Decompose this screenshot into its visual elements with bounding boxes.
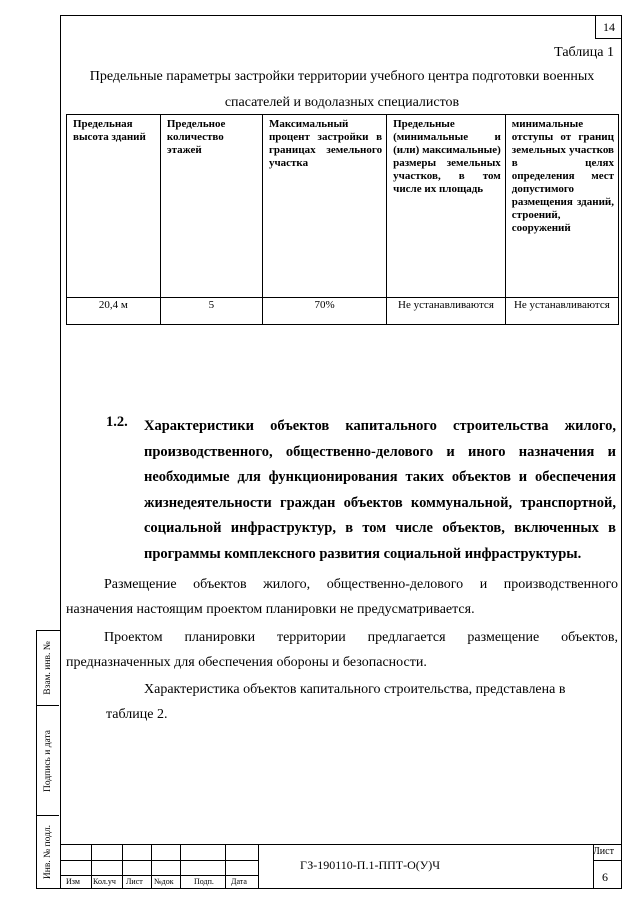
table-label: Таблица 1 [554,45,614,60]
paragraph: Размещение объектов жилого, общественно-делового и производственного назначения настоящим проектом планировки не предусматривается. [66,577,618,617]
side-stamp-label: Подпись и дата [43,729,53,792]
side-stamp-cell [37,631,59,706]
section-number: 1.2. [106,414,128,430]
side-stamp-label: Взам. инв. № [43,641,53,695]
title-block-label: Кол.уч [93,877,116,886]
side-stamp-label: Инв. № подл. [43,824,53,880]
table-cell: 5 [160,298,262,325]
paragraph: Характеристика объектов капитального строительства, представлена в таблице 2. [106,682,566,722]
title-block-label: Лист [126,877,143,886]
title-block-label: №док [154,877,174,886]
table-header-cell: Предельные (минимальные и (или) максимальные) размеры земельных участков, в том числе их площадь [387,115,506,298]
table-row [67,298,619,325]
table-header-cell: минимальные отступы от границ земельных участков в целях определения мест допустимого размещения зданий, строений, сооружений [505,115,618,298]
parameters-table [66,114,619,325]
side-stamp-cell [37,816,59,888]
table-header-cell: Предельное количество этажей [160,115,262,298]
page-number: 14 [595,15,622,39]
table-header-row [67,115,619,298]
document-code: ГЗ-190110-П.1-ППТ-О(У)Ч [300,858,441,872]
title-block-label: Дата [231,877,247,886]
side-stamp-cell [37,706,59,816]
table-cell: 20,4 м [67,298,161,325]
section-heading [106,414,616,568]
paragraph: Проектом планировки территории предлагается размещение объектов, предназначенных для обеспечения обороны и безопасности. [66,630,618,670]
sheet-label: Лист [593,846,614,857]
section-heading-text: Характеристики объектов капитального строительства жилого, производственного, общественно-делового и иного назначения и необходимые для функционирования таких объектов и обеспечения жизнедеятельности граждан объектов коммунальной, транспортной, социальной инфраструктур, в том числе объектов, включенных в программы комплексного развития социальной инфраструктуры. [144,418,616,562]
side-stamp [36,630,60,889]
table-header-cell: Предельная высота зданий [67,115,161,298]
sheet-number: 6 [602,870,608,884]
table-cell: 70% [262,298,386,325]
table-cell: Не устанавливаются [505,298,618,325]
table-title: Предельные параметры застройки территории учебного центра подготовки военных спасателей и водолазных специалистов [89,69,595,110]
title-block-label: Подп. [194,877,214,886]
table-header-cell: Максимальный процент застройки в границах земельного участка [262,115,386,298]
table-cell: Не устанавливаются [387,298,506,325]
title-block-label: Изм [66,877,80,886]
